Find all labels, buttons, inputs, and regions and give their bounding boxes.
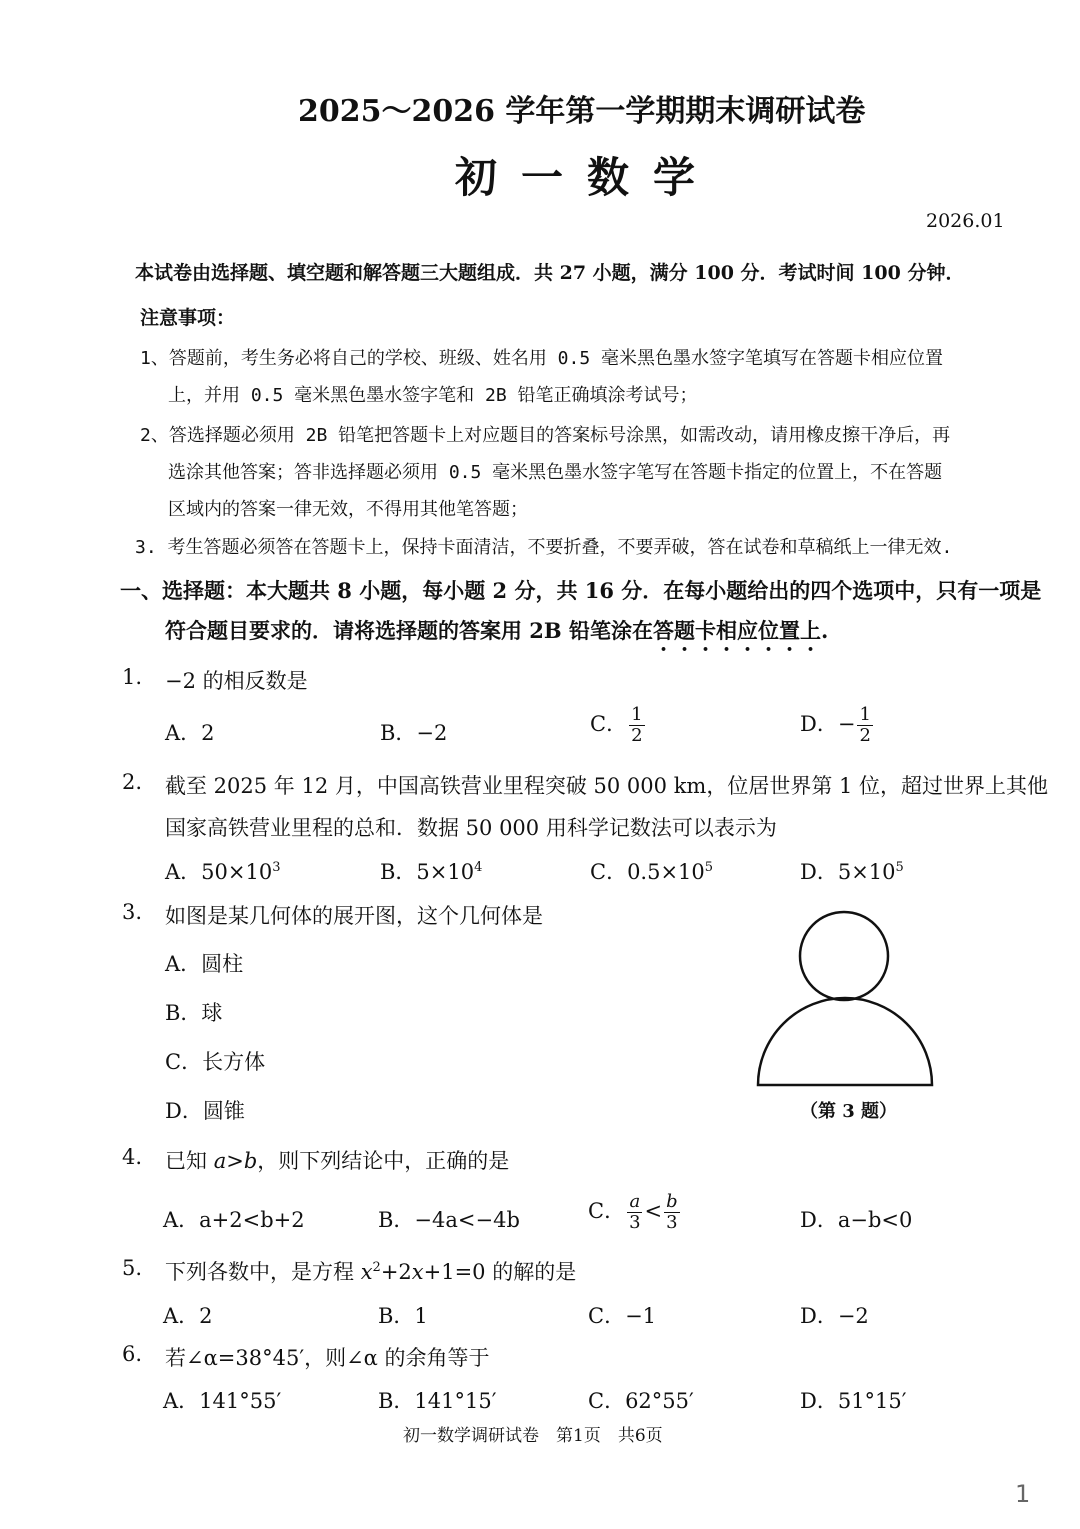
- q5-stem-end: +1=0 的解的是: [423, 1260, 577, 1284]
- q5-number: 5.: [122, 1256, 143, 1280]
- section-1-line-2: [165, 615, 828, 656]
- notice-item-3: 3. 考生答题必须答在答题卡上，保持卡面清洁，不要折叠，不要弄破，答在试卷和草稿纸上一律无效.: [135, 537, 953, 558]
- q5-var-x-2: x: [411, 1260, 424, 1284]
- fraction-denominator: 3: [629, 1212, 641, 1233]
- q1-stem: −2 的相反数是: [165, 669, 308, 693]
- q2-option-a-base: A．50×10: [165, 860, 273, 884]
- q4-option-d: D．a−b<0: [800, 1208, 913, 1232]
- q4-var-a: a: [213, 1149, 227, 1173]
- page-number: 1: [1015, 1480, 1031, 1508]
- q2-option-d-base: D．5×10: [800, 860, 896, 884]
- fraction-numerator: a: [629, 1191, 641, 1212]
- q1-option-d: [800, 705, 875, 746]
- fraction-numerator: b: [666, 1191, 678, 1212]
- fraction-numerator: 1: [631, 704, 643, 725]
- q3-figure-caption: （第 3 题）: [800, 1101, 898, 1122]
- q1-option-d-label: D．−: [800, 712, 856, 736]
- q6-number: 6.: [122, 1342, 143, 1366]
- q2-number: 2.: [122, 770, 143, 794]
- q6-option-b: B．141°15′: [378, 1389, 497, 1413]
- q6-stem: 若∠α=38°45′，则∠α 的余角等于: [165, 1346, 490, 1370]
- q5-option-b: B．1: [378, 1304, 428, 1328]
- q5-option-c: C．−1: [588, 1304, 657, 1328]
- q2-option-c: [590, 856, 713, 886]
- fraction-numerator: 1: [859, 704, 871, 725]
- notice-heading: 注意事项：: [140, 307, 236, 329]
- q4-option-c-fraction-2: [664, 1192, 680, 1233]
- q4-option-c: [588, 1192, 682, 1233]
- q3-stem: 如图是某几何体的展开图，这个几何体是: [165, 904, 543, 928]
- section-1-line-1: 一、选择题：本大题共 8 小题，每小题 2 分，共 16 分．在每小题给出的四个选项中，只有一项是: [120, 578, 1042, 603]
- q2-option-b-exponent: 4: [474, 860, 483, 875]
- q5-exponent: 2: [372, 1260, 381, 1275]
- q4-option-c-less-than: <: [644, 1199, 663, 1223]
- fraction-denominator: 2: [859, 725, 871, 746]
- q4-greater-than: >: [226, 1149, 244, 1173]
- section-1-emphasis: 答题卡相应位置上: [652, 618, 821, 643]
- q5-option-d: D．−2: [800, 1304, 869, 1328]
- net-lateral-sector: [758, 998, 932, 1085]
- q5-option-a: A．2: [163, 1304, 213, 1328]
- q4-stem: [165, 1145, 509, 1175]
- q3-option-c: C．长方体: [165, 1050, 266, 1074]
- q6-option-c: C．62°55′: [588, 1389, 694, 1413]
- q4-option-b: B．−4a<−4b: [378, 1208, 520, 1232]
- q2-option-a: [165, 856, 281, 886]
- q4-number: 4.: [122, 1145, 143, 1169]
- q3-net-figure: [740, 905, 950, 1100]
- exam-title: 2025～2026 学年第一学期期末调研试卷: [298, 94, 866, 129]
- q4-var-b: b: [243, 1149, 258, 1173]
- exam-intro: 本试卷由选择题、填空题和解答题三大题组成．共 27 小题，满分 100 分．考试时间 100 分钟．: [135, 262, 965, 284]
- q2-option-a-exponent: 3: [272, 860, 281, 875]
- q4-stem-start: 已知: [165, 1149, 214, 1173]
- q5-var-x: x: [360, 1260, 373, 1284]
- section-1-line-2-start: 符合题目要求的．请将选择题的答案用 2B 铅笔涂在: [165, 618, 653, 643]
- q2-option-b-base: B．5×10: [380, 860, 475, 884]
- notice-item-2-line-3: 区域内的答案一律无效，不得用其他笔答题；: [168, 499, 528, 520]
- q2-option-d: [800, 856, 904, 886]
- exam-date: 2026.01: [926, 210, 1005, 232]
- q1-option-b: B．−2: [380, 721, 448, 745]
- q3-option-a: A．圆柱: [165, 952, 244, 976]
- q2-option-c-base: C．0.5×10: [590, 860, 705, 884]
- notice-item-1-line-1: 1、答题前，考生务必将自己的学校、班级、姓名用 0.5 毫米黑色墨水签字笔填写在答题卡相应位置: [140, 348, 944, 369]
- section-1-line-2-end: .: [820, 618, 829, 643]
- q3-option-b: B．球: [165, 1001, 223, 1025]
- fraction-denominator: 2: [631, 725, 643, 746]
- q2-option-c-exponent: 5: [704, 860, 714, 875]
- q2-option-d-exponent: 5: [895, 860, 904, 875]
- q3-number: 3.: [122, 900, 143, 924]
- subject-title: 初一数学: [455, 153, 720, 202]
- notice-item-2-line-2: 选涂其他答案；答非选择题必须用 0.5 毫米黑色墨水签字笔写在答题卡指定的位置上，不在答题: [168, 462, 943, 483]
- notice-item-1-line-2: 上，并用 0.5 毫米黑色墨水签字笔和 2B 铅笔正确填涂考试号；: [168, 385, 698, 406]
- q1-option-a: A．2: [165, 721, 215, 745]
- q6-option-d: D．51°15′: [800, 1389, 907, 1413]
- q4-option-c-fraction-1: [627, 1192, 642, 1233]
- q5-stem-start: 下列各数中，是方程: [165, 1260, 361, 1284]
- q1-option-c-fraction: [629, 705, 644, 746]
- q4-stem-end: ，则下列结论中，正确的是: [257, 1149, 510, 1173]
- q5-stem: [165, 1256, 576, 1286]
- page-footer: 初一数学调研试卷 第1页 共6页: [403, 1426, 663, 1446]
- q5-stem-mid: +2: [380, 1260, 412, 1284]
- q6-option-a: A．141°55′: [163, 1389, 282, 1413]
- q2-stem-line-1: 截至 2025 年 12 月，中国高铁营业里程突破 50 000 km，位居世界第 1 位，超过世界上其他: [165, 774, 1049, 798]
- q3-option-d: D．圆锥: [165, 1099, 245, 1123]
- q2-stem-line-2: 国家高铁营业里程的总和．数据 50 000 用科学记数法可以表示为: [165, 816, 777, 840]
- fraction-denominator: 3: [666, 1212, 678, 1233]
- notice-item-2-line-1: 2、答选择题必须用 2B 铅笔把答题卡上对应题目的答案标号涂黑，如需改动，请用橡皮擦干净后，再: [140, 425, 951, 446]
- q4-option-c-label: C．: [588, 1199, 626, 1223]
- net-base-circle: [800, 912, 888, 1000]
- q1-option-c-label: C．: [590, 712, 628, 736]
- q2-option-b: [380, 856, 482, 886]
- q4-option-a: A．a+2<b+2: [163, 1208, 305, 1232]
- q1-number: 1.: [122, 665, 143, 689]
- q1-option-c: [590, 705, 647, 746]
- q1-option-d-fraction: [857, 705, 872, 746]
